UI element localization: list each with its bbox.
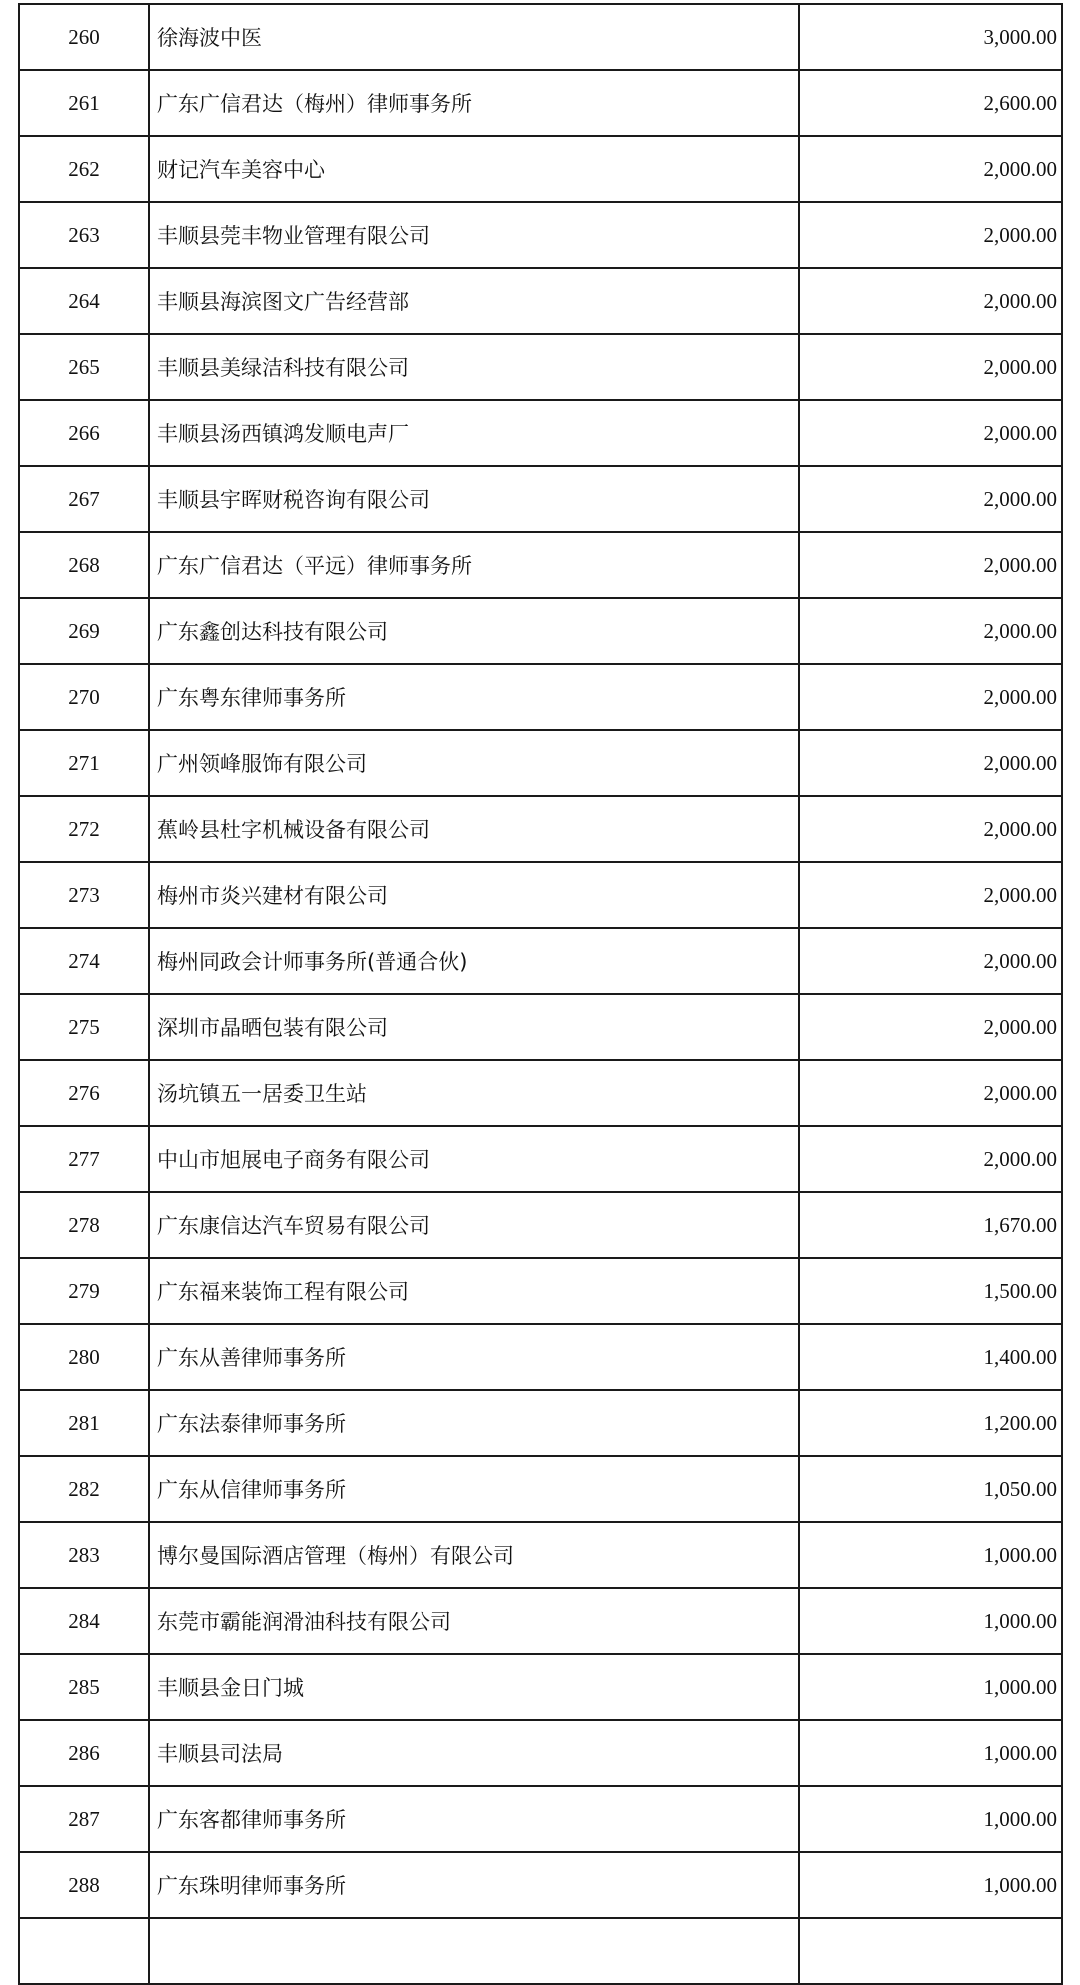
row-number-cell: 270 xyxy=(19,664,149,730)
amount-cell: 2,000.00 xyxy=(799,862,1062,928)
amount-cell: 2,000.00 xyxy=(799,400,1062,466)
amount-cell: 1,000.00 xyxy=(799,1588,1062,1654)
table-row xyxy=(19,136,1062,202)
donor-name-cell: 广东客都律师事务所 xyxy=(149,1786,799,1852)
row-number-cell: 269 xyxy=(19,598,149,664)
table-row xyxy=(19,730,1062,796)
amount-cell: 2,600.00 xyxy=(799,70,1062,136)
table-row xyxy=(19,1456,1062,1522)
row-number-cell: 264 xyxy=(19,268,149,334)
donor-name-cell: 徐海波中医 xyxy=(149,4,799,70)
donor-name-cell: 东莞市霸能润滑油科技有限公司 xyxy=(149,1588,799,1654)
donor-name-cell: 丰顺县海滨图文广告经营部 xyxy=(149,268,799,334)
donor-name-cell: 广东粤东律师事务所 xyxy=(149,664,799,730)
donor-name-cell: 中山市旭展电子商务有限公司 xyxy=(149,1126,799,1192)
row-number-cell: 273 xyxy=(19,862,149,928)
amount-cell: 2,000.00 xyxy=(799,598,1062,664)
row-number-cell: 263 xyxy=(19,202,149,268)
table-row xyxy=(19,928,1062,994)
amount-cell: 1,000.00 xyxy=(799,1720,1062,1786)
amount-cell: 2,000.00 xyxy=(799,1126,1062,1192)
table-row xyxy=(19,1324,1062,1390)
amount-cell: 1,000.00 xyxy=(799,1852,1062,1918)
row-number-cell: 271 xyxy=(19,730,149,796)
table-row xyxy=(19,202,1062,268)
row-number-cell: 277 xyxy=(19,1126,149,1192)
donor-name-cell: 深圳市晶晒包装有限公司 xyxy=(149,994,799,1060)
row-number-cell: 284 xyxy=(19,1588,149,1654)
table-row xyxy=(19,664,1062,730)
donor-name-cell: 博尔曼国际酒店管理（梅州）有限公司 xyxy=(149,1522,799,1588)
table-row xyxy=(19,1588,1062,1654)
amount-cell: 2,000.00 xyxy=(799,532,1062,598)
row-number-cell: 281 xyxy=(19,1390,149,1456)
amount-cell xyxy=(799,1918,1062,1984)
donor-name-cell: 广东康信达汽车贸易有限公司 xyxy=(149,1192,799,1258)
amount-cell: 2,000.00 xyxy=(799,1060,1062,1126)
amount-cell: 2,000.00 xyxy=(799,994,1062,1060)
donor-name-cell: 广东鑫创达科技有限公司 xyxy=(149,598,799,664)
table-row xyxy=(19,4,1062,70)
amount-cell: 1,000.00 xyxy=(799,1522,1062,1588)
table-row xyxy=(19,268,1062,334)
row-number-cell: 275 xyxy=(19,994,149,1060)
table-row xyxy=(19,1258,1062,1324)
amount-cell: 2,000.00 xyxy=(799,136,1062,202)
donor-name-cell: 广东珠明律师事务所 xyxy=(149,1852,799,1918)
amount-cell: 1,050.00 xyxy=(799,1456,1062,1522)
donor-name-cell: 广东从善律师事务所 xyxy=(149,1324,799,1390)
donation-table xyxy=(18,3,1063,1985)
amount-cell: 2,000.00 xyxy=(799,928,1062,994)
row-number-cell: 285 xyxy=(19,1654,149,1720)
donor-name-cell: 广东从信律师事务所 xyxy=(149,1456,799,1522)
row-number-cell: 265 xyxy=(19,334,149,400)
amount-cell: 2,000.00 xyxy=(799,202,1062,268)
amount-cell: 1,000.00 xyxy=(799,1786,1062,1852)
donor-name-cell: 广州领峰服饰有限公司 xyxy=(149,730,799,796)
row-number-cell: 276 xyxy=(19,1060,149,1126)
amount-cell: 2,000.00 xyxy=(799,466,1062,532)
donor-name-cell: 丰顺县莞丰物业管理有限公司 xyxy=(149,202,799,268)
row-number-cell: 279 xyxy=(19,1258,149,1324)
table-row xyxy=(19,1390,1062,1456)
amount-cell: 2,000.00 xyxy=(799,730,1062,796)
donor-name-cell: 广东广信君达（平远）律师事务所 xyxy=(149,532,799,598)
table-row xyxy=(19,1060,1062,1126)
donor-name-cell: 丰顺县美绿洁科技有限公司 xyxy=(149,334,799,400)
row-number-cell xyxy=(19,1918,149,1984)
row-number-cell: 268 xyxy=(19,532,149,598)
row-number-cell: 262 xyxy=(19,136,149,202)
amount-cell: 2,000.00 xyxy=(799,664,1062,730)
donor-name-cell: 汤坑镇五一居委卫生站 xyxy=(149,1060,799,1126)
amount-cell: 1,000.00 xyxy=(799,1654,1062,1720)
table-row xyxy=(19,1720,1062,1786)
table-row xyxy=(19,1192,1062,1258)
donor-name-cell: 蕉岭县杜字机械设备有限公司 xyxy=(149,796,799,862)
amount-cell: 2,000.00 xyxy=(799,268,1062,334)
row-number-cell: 282 xyxy=(19,1456,149,1522)
table-row xyxy=(19,1918,1062,1984)
table-row xyxy=(19,334,1062,400)
table-row xyxy=(19,1126,1062,1192)
amount-cell: 1,200.00 xyxy=(799,1390,1062,1456)
row-number-cell: 266 xyxy=(19,400,149,466)
table-row xyxy=(19,1522,1062,1588)
donation-table-body xyxy=(19,4,1062,1984)
amount-cell: 1,400.00 xyxy=(799,1324,1062,1390)
table-row xyxy=(19,796,1062,862)
donor-name-cell: 丰顺县金日门城 xyxy=(149,1654,799,1720)
row-number-cell: 283 xyxy=(19,1522,149,1588)
donor-name-cell: 财记汽车美容中心 xyxy=(149,136,799,202)
donor-name-cell xyxy=(149,1918,799,1984)
donor-name-cell: 梅州同政会计师事务所(普通合伙) xyxy=(149,928,799,994)
amount-cell: 1,670.00 xyxy=(799,1192,1062,1258)
table-row xyxy=(19,598,1062,664)
table-row xyxy=(19,532,1062,598)
amount-cell: 2,000.00 xyxy=(799,334,1062,400)
row-number-cell: 288 xyxy=(19,1852,149,1918)
amount-cell: 3,000.00 xyxy=(799,4,1062,70)
row-number-cell: 261 xyxy=(19,70,149,136)
donor-name-cell: 广东福来装饰工程有限公司 xyxy=(149,1258,799,1324)
table-row xyxy=(19,862,1062,928)
row-number-cell: 287 xyxy=(19,1786,149,1852)
donor-name-cell: 梅州市炎兴建材有限公司 xyxy=(149,862,799,928)
row-number-cell: 286 xyxy=(19,1720,149,1786)
amount-cell: 2,000.00 xyxy=(799,796,1062,862)
table-row xyxy=(19,1654,1062,1720)
table-row xyxy=(19,466,1062,532)
donor-name-cell: 丰顺县宇晖财税咨询有限公司 xyxy=(149,466,799,532)
table-row xyxy=(19,400,1062,466)
table-row xyxy=(19,70,1062,136)
donor-name-cell: 广东法泰律师事务所 xyxy=(149,1390,799,1456)
table-row xyxy=(19,994,1062,1060)
row-number-cell: 272 xyxy=(19,796,149,862)
row-number-cell: 280 xyxy=(19,1324,149,1390)
row-number-cell: 278 xyxy=(19,1192,149,1258)
row-number-cell: 274 xyxy=(19,928,149,994)
donor-name-cell: 丰顺县汤西镇鸿发顺电声厂 xyxy=(149,400,799,466)
row-number-cell: 260 xyxy=(19,4,149,70)
table-row xyxy=(19,1786,1062,1852)
donor-name-cell: 广东广信君达（梅州）律师事务所 xyxy=(149,70,799,136)
row-number-cell: 267 xyxy=(19,466,149,532)
amount-cell: 1,500.00 xyxy=(799,1258,1062,1324)
donor-name-cell: 丰顺县司法局 xyxy=(149,1720,799,1786)
table-row xyxy=(19,1852,1062,1918)
